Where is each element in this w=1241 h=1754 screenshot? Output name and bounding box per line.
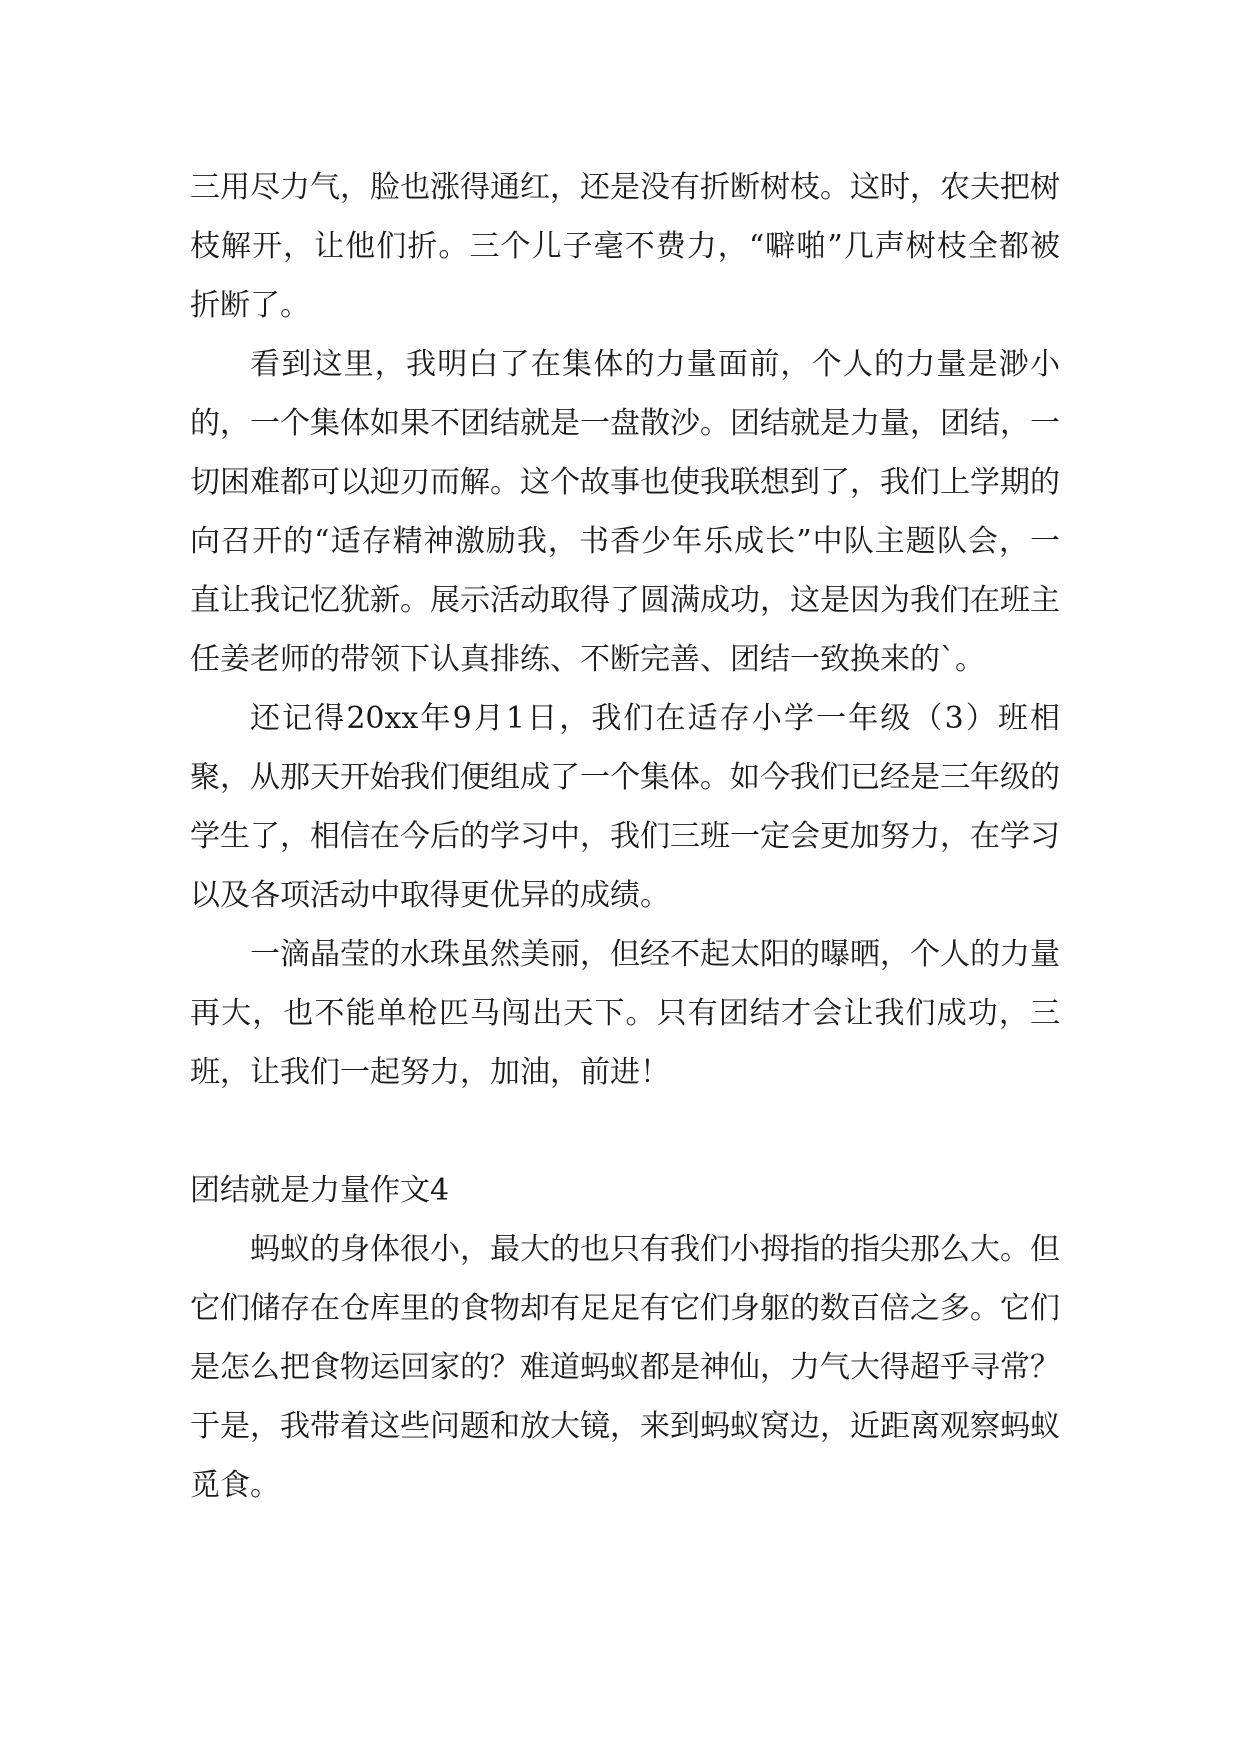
document-body xyxy=(190,158,1060,1515)
paragraph-conclusion: 一滴晶莹的水珠虽然美丽，但经不起太阳的曝晒，个人的力量再大，也不能单枪匹马闯出天下。只有团结才会让我们成功，三班，让我们一起努力，加油，前进！ xyxy=(190,937,1060,1090)
paragraph-memory: 还记得20xx年9月1日，我们在适存小学一年级（3）班相聚，从那天开始我们便组成了一个集体。如今我们已经是三年级的学生了，相信在今后的学习中，我们三班一定会更加努力，在学习以及各项活动中取得更优异的成绩。 xyxy=(190,701,1060,913)
paragraph-reflection: 看到这里，我明白了在集体的力量面前，个人的力量是渺小的，一个集体如果不团结就是一盘散沙。团结就是力量，团结，一切困难都可以迎刃而解。这个故事也使我联想到了，我们上学期的向召开的“适存精神激励我，书香少年乐成长”中队主题队会，一直让我记忆犹新。展示活动取得了圆满成功，这是因为我们在班主任姜老师的带领下认真排练、不断完善、团结一致换来的`。 xyxy=(190,347,1060,677)
section-heading: 团结就是力量作文4 xyxy=(190,1173,450,1208)
paragraph-ants: 蚂蚁的身体很小，最大的也只有我们小拇指的指尖那么大。但它们储存在仓库里的食物却有足足有它们身躯的数百倍之多。它们是怎么把食物运回家的？难道蚂蚁都是神仙，力气大得超乎寻常？于是，我带着这些问题和放大镜，来到蚂蚁窝边，近距离观察蚂蚁觅食。 xyxy=(190,1232,1060,1503)
paragraph-continuation: 三用尽力气，脸也涨得通红，还是没有折断树枝。这时，农夫把树枝解开，让他们折。三个儿子毫不费力，“噼啪”几声树枝全都被折断了。 xyxy=(190,170,1060,323)
